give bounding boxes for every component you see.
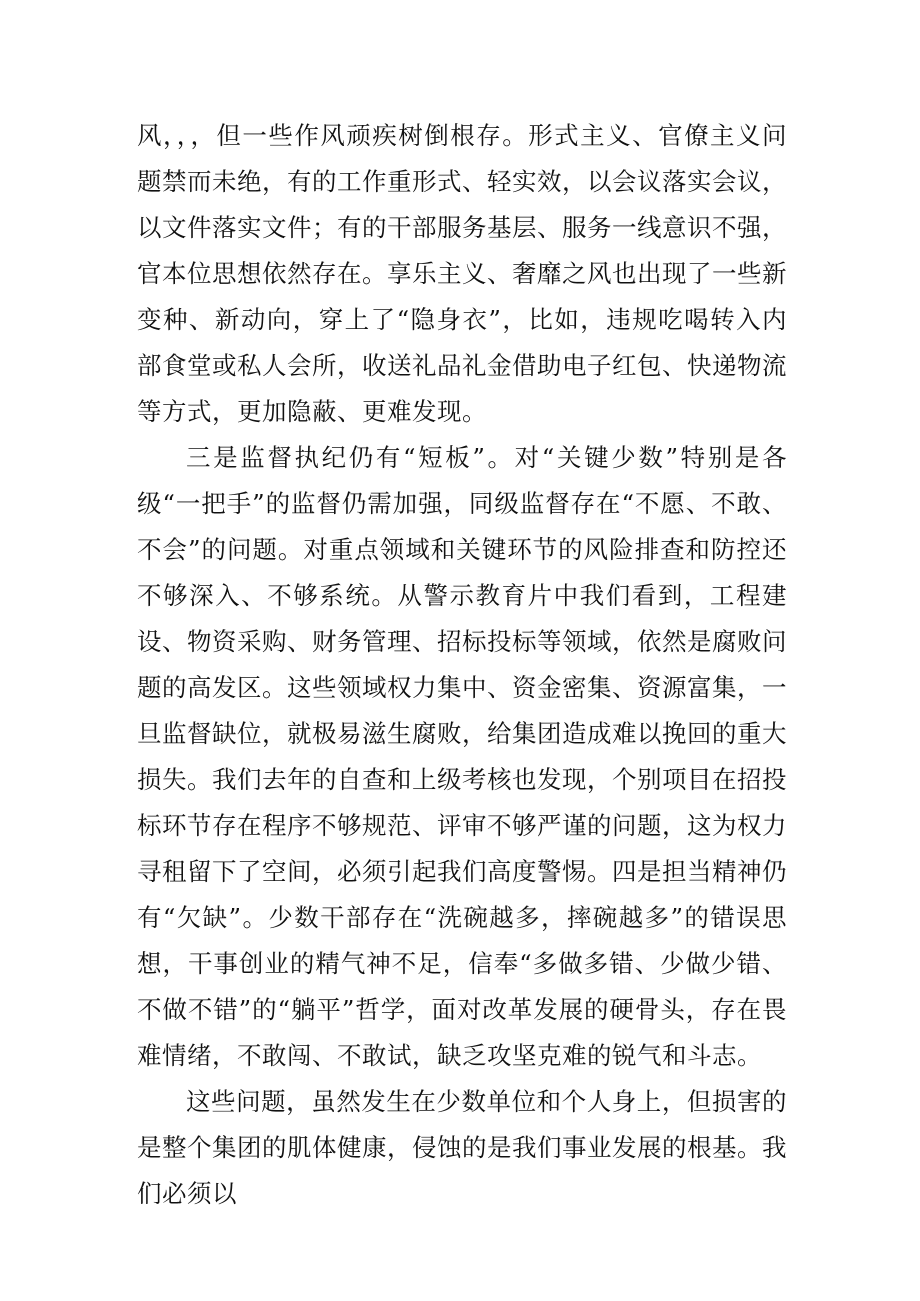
document-body <box>137 113 787 1217</box>
paragraph-2: 三是监督执纪仍有“短板”。对“关键少数”特别是各级“一把手”的监督仍需加强，同级监督存在“不愿、不敢、不会”的问题。对重点领域和关键环节的风险排查和防控还不够深入、不够系统。从警示教育片中我们看到，工程建设、物资采购、财务管理、招标投标等领域，依然是腐败问题的高发区。这些领域权力集中、资金密集、资源富集，一旦监督缺位，就极易滋生腐败，给集团造成难以挽回的重大损失。我们去年的自查和上级考核也发现，个别项目在招投标环节存在程序不够规范、评审不够严谨的问题，这为权力寻租留下了空间，必须引起我们高度警惕。四是担当精神仍有“欠缺”。少数干部存在“洗碗越多，摔碗越多”的错误思想，干事创业的精气神不足，信奉“多做多错、少做少错、不做不错”的“躺平”哲学，面对改革发展的硬骨头，存在畏难情绪，不敢闯、不敢试，缺乏攻坚克难的锐气和斗志。 <box>137 443 787 1070</box>
paragraph-1: 风，，，但一些作风顽疾树倒根存。形式主义、官僚主义问题禁而未绝，有的工作重形式、轻实效，以会议落实会议，以文件落实文件；有的干部服务基层、服务一线意识不强，官本位思想依然存在。享乐主义、奢靡之风也出现了一些新变种、新动向，穿上了“隐身衣”，比如，违规吃喝转入内部食堂或私人会所，收送礼品礼金借助电子红包、快递物流等方式，更加隐蔽、更难发现。 <box>137 121 787 426</box>
paragraph-3: 这些问题，虽然发生在少数单位和个人身上，但损害的是整个集团的肌体健康，侵蚀的是我们事业发展的根基。我们必须以 <box>137 1087 787 1208</box>
